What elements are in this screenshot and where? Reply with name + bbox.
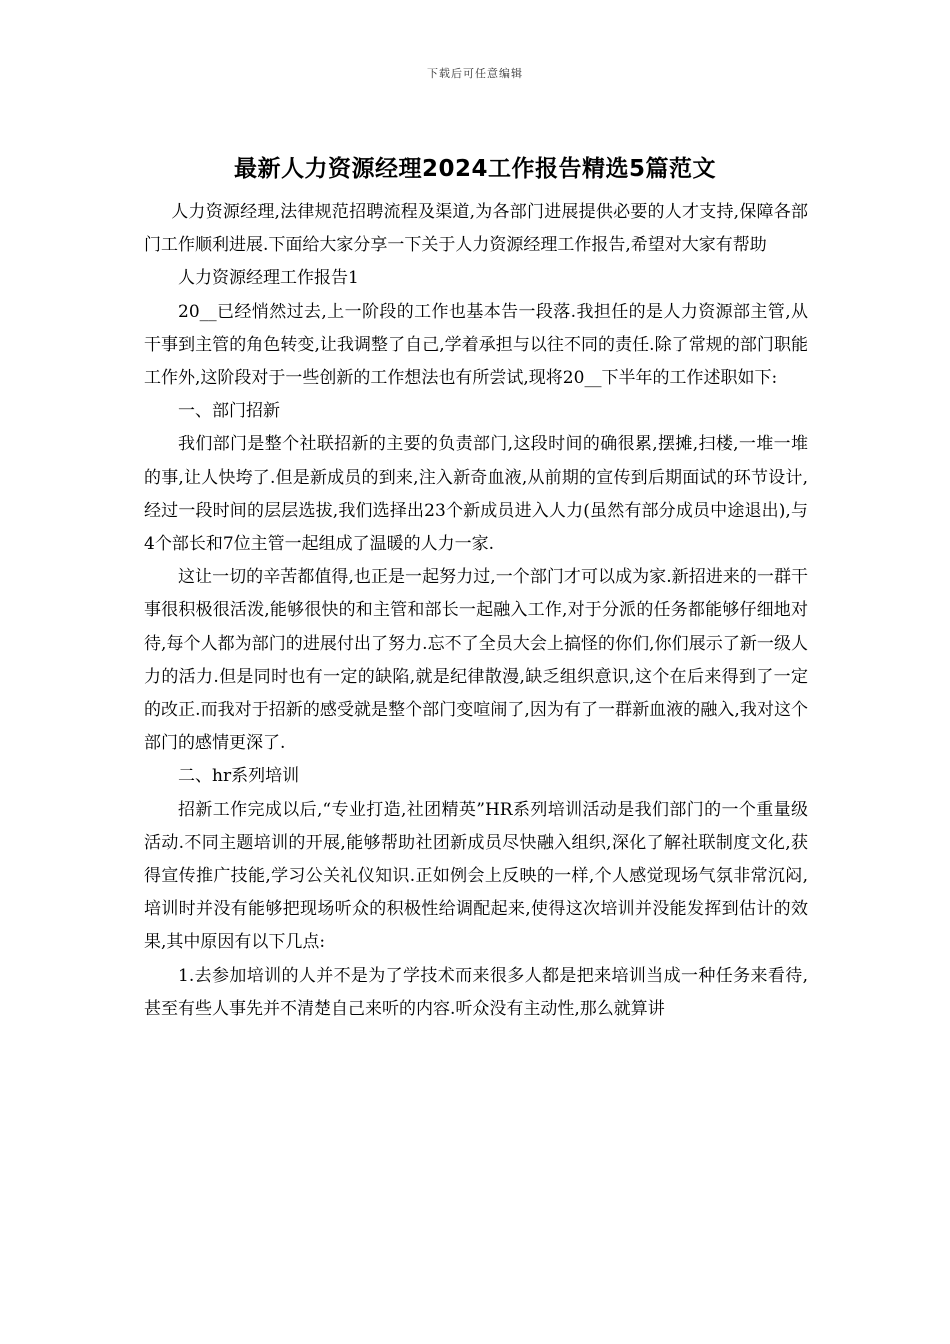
body-paragraph: 我们部门是整个社联招新的主要的负责部门,这段时间的确很累,摆摊,扫楼,一堆一堆的事,让人快垮了.但是新成员的到来,注入新奇血液,从前期的宣传到后期面试的环节设计,经过一段时间的层层选拔,我们选择出23个新成员进入人力(虽然有部分成员中途退出),与4个部长和7位主管一起组成了温暖的人力一家. (144, 434, 808, 555)
section-heading: 一、部门招新 (178, 401, 280, 422)
document-body (144, 196, 808, 1026)
document-title: 最新人力资源经理2024工作报告精选5篇范文 (233, 156, 717, 182)
body-paragraph: 1.去参加培训的人并不是为了学技术而来很多人都是把来培训当成一种任务来看待,甚至有些人事先并不清楚自己来听的内容.听众没有主动性,那么就算讲 (144, 965, 808, 1019)
body-paragraph: 招新工作完成以后,“专业打造,社团精英”HR系列培训活动是我们部门的一个重量级活动.不同主题培训的开展,能够帮助社团新成员尽快融入组织,深化了解社联制度文化,获得宣传推广技能,学习公关礼仪知识.正如例会上反映的一样,个人感觉现场气氛非常沉闷,培训时并没有能够把现场听众的积极性给调配起来,使得这次培训并没能发挥到估计的效果,其中原因有以下几点: (144, 799, 808, 953)
report-heading: 人力资源经理工作报告1 (178, 268, 359, 289)
body-paragraph: 20__已经悄然过去,上一阶段的工作也基本告一段落.我担任的是人力资源部主管,从干事到主管的角色转变,让我调整了自己,学着承担与以往不同的责任.除了常规的部门职能工作外,这阶段对于一些创新的工作想法也有所尝试,现将20__下半年的工作述职如下: (144, 301, 808, 389)
body-paragraph: 这让一切的辛苦都值得,也正是一起努力过,一个部门才可以成为家.新招进来的一群干事很积极很活泼,能够很快的和主管和部长一起融入工作,对于分派的任务都能够仔细地对待,每个人都为部门的进展付出了努力.忘不了全员大会上搞怪的你们,你们展示了新一级人力的活力.但是同时也有一定的缺陷,就是纪律散漫,缺乏组织意识,这个在后来得到了一定的改正.而我对于招新的感受就是整个部门变喧闹了,因为有了一群新血液的融入,我对这个部门的感情更深了. (144, 567, 808, 754)
intro-paragraph: 人力资源经理,法律规范招聘流程及渠道,为各部门进展提供必要的人才支持,保障各部门工作顺利进展.下面给大家分享一下关于人力资源经理工作报告,希望对大家有帮助 (144, 202, 808, 256)
section-heading: 二、hr系列培训 (178, 766, 300, 787)
header-note: 下载后可任意编辑 (427, 67, 523, 80)
